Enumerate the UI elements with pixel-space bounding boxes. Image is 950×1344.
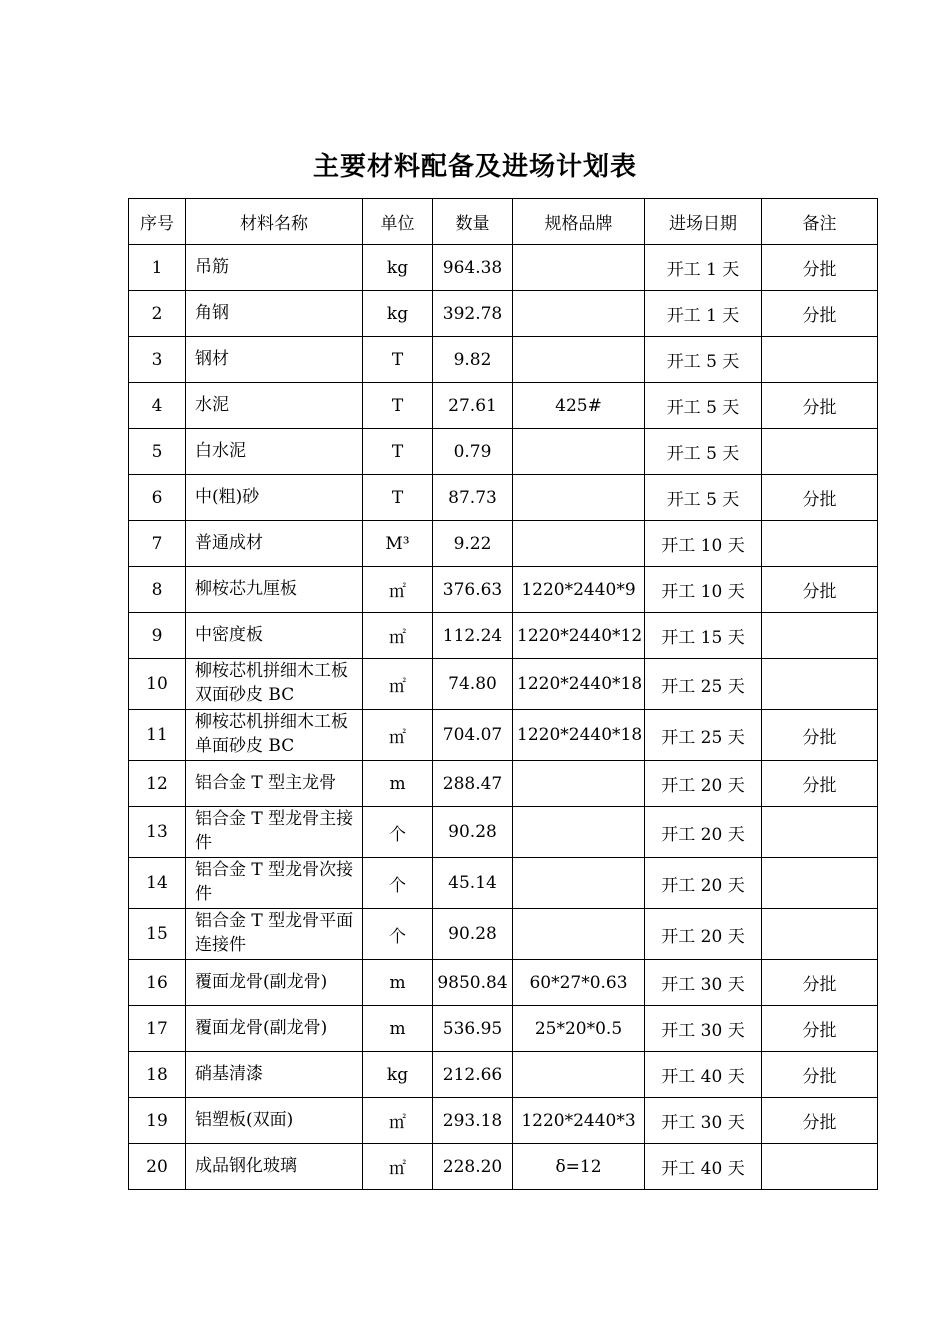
cell-unit: ㎡ (363, 613, 433, 659)
cell-note: 分批 (762, 1006, 878, 1052)
table-row (129, 1006, 878, 1052)
cell-spec: 1220*2440*18 (513, 659, 645, 710)
cell-qty: 9850.84 (433, 960, 513, 1006)
cell-unit: T (363, 475, 433, 521)
cell-name: 铝合金 T 型龙骨次接件 (186, 858, 363, 909)
cell-date: 开工 10 天 (645, 567, 762, 613)
cell-no: 8 (129, 567, 186, 613)
cell-date: 开工 5 天 (645, 475, 762, 521)
header-qty: 数量 (433, 199, 513, 245)
header-note: 备注 (762, 199, 878, 245)
cell-qty: 392.78 (433, 291, 513, 337)
cell-note (762, 429, 878, 475)
cell-date: 开工 5 天 (645, 429, 762, 475)
cell-qty: 90.28 (433, 807, 513, 858)
cell-name: 中(粗)砂 (186, 475, 363, 521)
page-title: 主要材料配备及进场计划表 (312, 152, 637, 182)
cell-name: 吊筋 (186, 245, 363, 291)
cell-qty: 90.28 (433, 909, 513, 960)
cell-note: 分批 (762, 245, 878, 291)
cell-date: 开工 30 天 (645, 1098, 762, 1144)
table-row (129, 807, 878, 858)
cell-unit: kg (363, 245, 433, 291)
cell-date: 开工 40 天 (645, 1144, 762, 1190)
header-date: 进场日期 (645, 199, 762, 245)
table-row (129, 291, 878, 337)
cell-spec (513, 909, 645, 960)
cell-qty: 112.24 (433, 613, 513, 659)
cell-name: 普通成材 (186, 521, 363, 567)
table-row (129, 383, 878, 429)
cell-no: 4 (129, 383, 186, 429)
cell-no: 20 (129, 1144, 186, 1190)
cell-unit: 个 (363, 909, 433, 960)
cell-name: 铝塑板(双面) (186, 1098, 363, 1144)
cell-date: 开工 5 天 (645, 337, 762, 383)
table-row (129, 659, 878, 710)
cell-no: 17 (129, 1006, 186, 1052)
header-unit: 单位 (363, 199, 433, 245)
cell-unit: ㎡ (363, 567, 433, 613)
cell-note (762, 521, 878, 567)
cell-unit: T (363, 383, 433, 429)
cell-date: 开工 20 天 (645, 807, 762, 858)
table-row (129, 429, 878, 475)
cell-date: 开工 25 天 (645, 710, 762, 761)
table-row (129, 245, 878, 291)
cell-spec (513, 521, 645, 567)
cell-spec: 1220*2440*12 (513, 613, 645, 659)
header-spec: 规格品牌 (513, 199, 645, 245)
cell-no: 7 (129, 521, 186, 567)
table-row (129, 1052, 878, 1098)
table-row (129, 337, 878, 383)
cell-date: 开工 5 天 (645, 383, 762, 429)
cell-name: 白水泥 (186, 429, 363, 475)
cell-spec (513, 429, 645, 475)
cell-note: 分批 (762, 383, 878, 429)
cell-no: 6 (129, 475, 186, 521)
cell-no: 9 (129, 613, 186, 659)
cell-date: 开工 10 天 (645, 521, 762, 567)
cell-qty: 288.47 (433, 761, 513, 807)
materials-table (128, 198, 878, 1190)
cell-note (762, 337, 878, 383)
cell-note: 分批 (762, 291, 878, 337)
table-header-row (129, 199, 878, 245)
table-row (129, 613, 878, 659)
cell-note: 分批 (762, 567, 878, 613)
cell-spec: 1220*2440*18 (513, 710, 645, 761)
cell-name: 铝合金 T 型龙骨平面连接件 (186, 909, 363, 960)
cell-qty: 9.22 (433, 521, 513, 567)
cell-date: 开工 15 天 (645, 613, 762, 659)
cell-name: 铝合金 T 型主龙骨 (186, 761, 363, 807)
cell-name: 硝基清漆 (186, 1052, 363, 1098)
cell-name: 柳桉芯机拼细木工板单面砂皮 BC (186, 710, 363, 761)
table-row (129, 475, 878, 521)
table-row (129, 909, 878, 960)
cell-spec: 1220*2440*9 (513, 567, 645, 613)
cell-name: 水泥 (186, 383, 363, 429)
cell-unit: kg (363, 1052, 433, 1098)
cell-spec (513, 858, 645, 909)
cell-date: 开工 20 天 (645, 761, 762, 807)
cell-unit: ㎡ (363, 710, 433, 761)
cell-note: 分批 (762, 1098, 878, 1144)
table-row (129, 761, 878, 807)
table-row (129, 960, 878, 1006)
cell-spec (513, 1052, 645, 1098)
table-row (129, 1098, 878, 1144)
cell-date: 开工 1 天 (645, 291, 762, 337)
cell-date: 开工 20 天 (645, 909, 762, 960)
cell-no: 11 (129, 710, 186, 761)
cell-unit: kg (363, 291, 433, 337)
cell-no: 3 (129, 337, 186, 383)
cell-name: 成品钢化玻璃 (186, 1144, 363, 1190)
header-name: 材料名称 (186, 199, 363, 245)
cell-spec (513, 291, 645, 337)
cell-note (762, 613, 878, 659)
table-row (129, 1144, 878, 1190)
cell-spec (513, 761, 645, 807)
cell-qty: 9.82 (433, 337, 513, 383)
table-row (129, 710, 878, 761)
cell-note: 分批 (762, 761, 878, 807)
cell-no: 1 (129, 245, 186, 291)
cell-spec: 425# (513, 383, 645, 429)
cell-qty: 45.14 (433, 858, 513, 909)
cell-name: 柳桉芯九厘板 (186, 567, 363, 613)
cell-name: 柳桉芯机拼细木工板双面砂皮 BC (186, 659, 363, 710)
cell-unit: ㎡ (363, 659, 433, 710)
cell-unit: T (363, 429, 433, 475)
cell-no: 18 (129, 1052, 186, 1098)
cell-spec (513, 807, 645, 858)
cell-note (762, 659, 878, 710)
cell-qty: 212.66 (433, 1052, 513, 1098)
cell-qty: 0.79 (433, 429, 513, 475)
cell-spec (513, 475, 645, 521)
cell-note: 分批 (762, 960, 878, 1006)
cell-date: 开工 30 天 (645, 960, 762, 1006)
cell-date: 开工 40 天 (645, 1052, 762, 1098)
cell-no: 19 (129, 1098, 186, 1144)
cell-qty: 293.18 (433, 1098, 513, 1144)
cell-spec: 60*27*0.63 (513, 960, 645, 1006)
cell-spec: 1220*2440*3 (513, 1098, 645, 1144)
cell-qty: 87.73 (433, 475, 513, 521)
cell-no: 13 (129, 807, 186, 858)
table-row (129, 521, 878, 567)
cell-name: 覆面龙骨(副龙骨) (186, 960, 363, 1006)
cell-qty: 536.95 (433, 1006, 513, 1052)
cell-no: 15 (129, 909, 186, 960)
cell-spec: 25*20*0.5 (513, 1006, 645, 1052)
cell-unit: M³ (363, 521, 433, 567)
cell-note (762, 909, 878, 960)
cell-spec (513, 337, 645, 383)
header-no: 序号 (129, 199, 186, 245)
cell-no: 16 (129, 960, 186, 1006)
cell-name: 角钢 (186, 291, 363, 337)
cell-date: 开工 1 天 (645, 245, 762, 291)
cell-unit: ㎡ (363, 1144, 433, 1190)
cell-qty: 376.63 (433, 567, 513, 613)
cell-no: 5 (129, 429, 186, 475)
cell-name: 中密度板 (186, 613, 363, 659)
cell-unit: 个 (363, 807, 433, 858)
cell-qty: 964.38 (433, 245, 513, 291)
cell-no: 12 (129, 761, 186, 807)
cell-no: 10 (129, 659, 186, 710)
cell-date: 开工 20 天 (645, 858, 762, 909)
cell-name: 铝合金 T 型龙骨主接件 (186, 807, 363, 858)
cell-unit: m (363, 1006, 433, 1052)
cell-no: 2 (129, 291, 186, 337)
cell-date: 开工 25 天 (645, 659, 762, 710)
cell-unit: ㎡ (363, 1098, 433, 1144)
cell-name: 钢材 (186, 337, 363, 383)
cell-date: 开工 30 天 (645, 1006, 762, 1052)
cell-no: 14 (129, 858, 186, 909)
cell-note (762, 1144, 878, 1190)
cell-qty: 228.20 (433, 1144, 513, 1190)
cell-note: 分批 (762, 710, 878, 761)
table-row (129, 567, 878, 613)
cell-note: 分批 (762, 1052, 878, 1098)
cell-name: 覆面龙骨(副龙骨) (186, 1006, 363, 1052)
cell-note (762, 858, 878, 909)
cell-qty: 27.61 (433, 383, 513, 429)
cell-note: 分批 (762, 475, 878, 521)
cell-unit: m (363, 960, 433, 1006)
cell-note (762, 807, 878, 858)
cell-unit: 个 (363, 858, 433, 909)
cell-spec (513, 245, 645, 291)
cell-spec: δ=12 (513, 1144, 645, 1190)
cell-qty: 74.80 (433, 659, 513, 710)
cell-unit: m (363, 761, 433, 807)
cell-unit: T (363, 337, 433, 383)
cell-qty: 704.07 (433, 710, 513, 761)
table-row (129, 858, 878, 909)
